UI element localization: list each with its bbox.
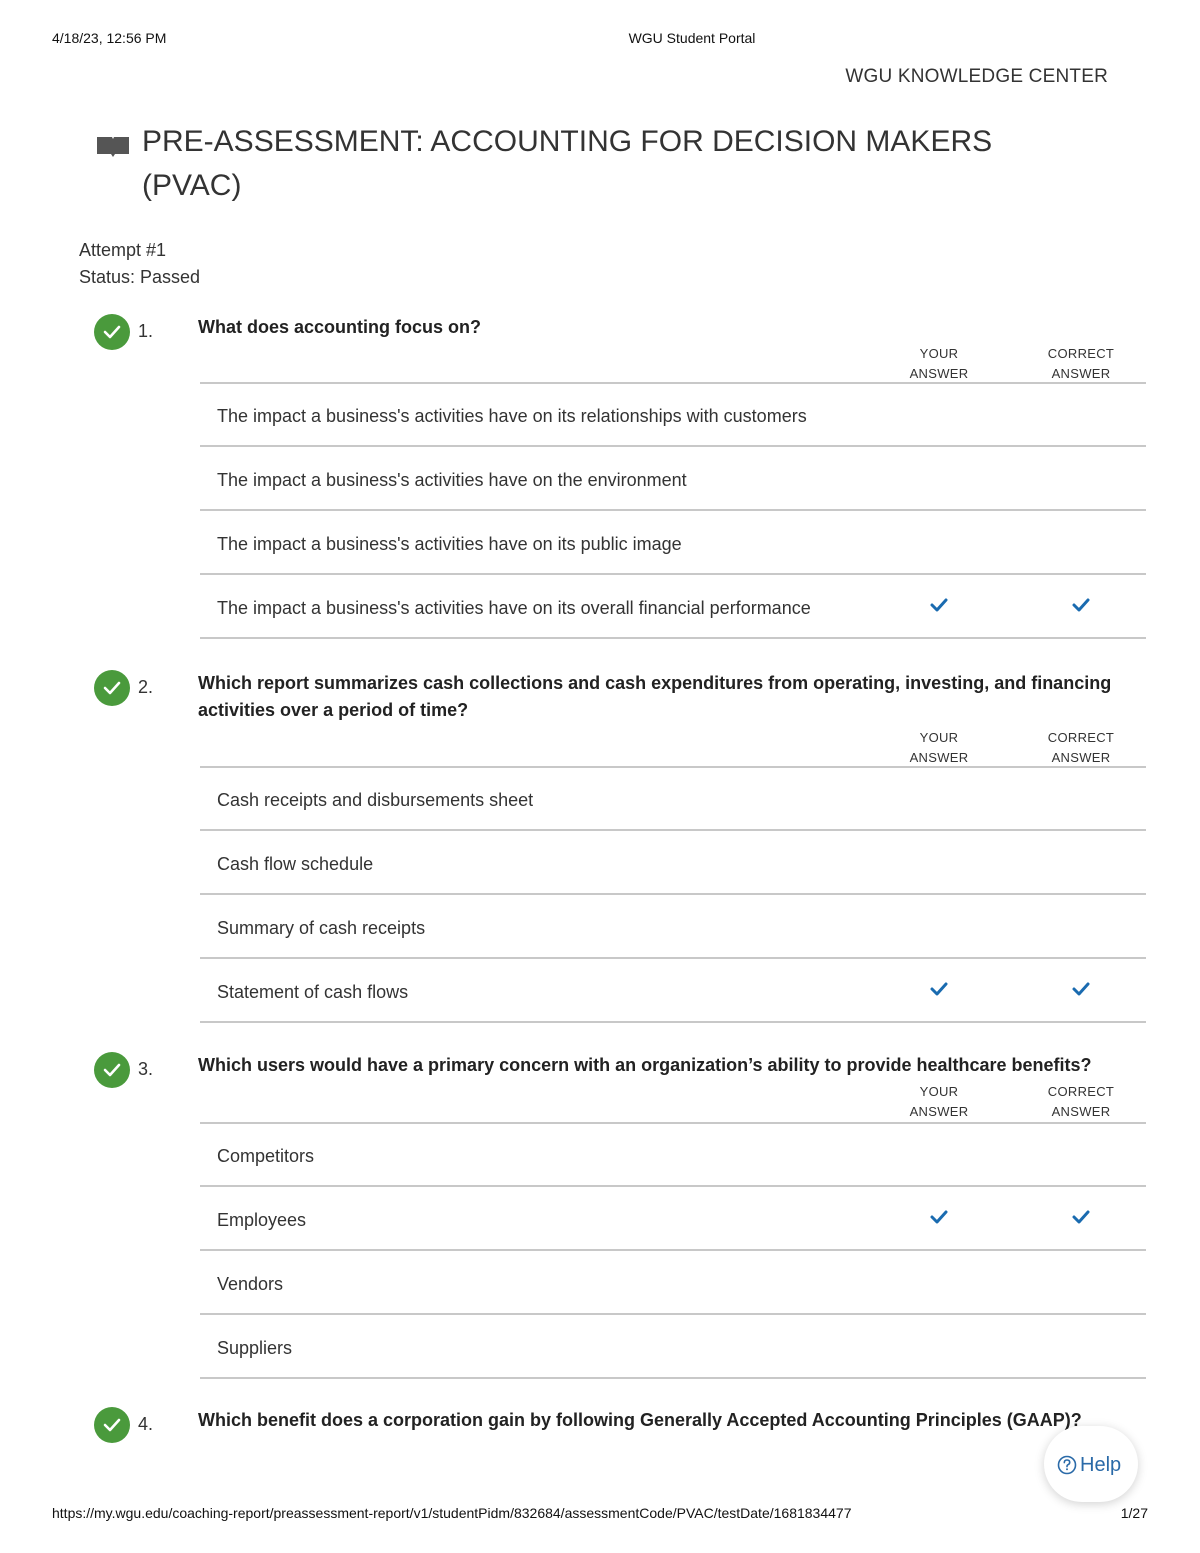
answer-option: Vendors: [200, 1252, 1146, 1315]
answer-option: The impact a business's activities have on the environment: [200, 448, 1146, 511]
answer-option: Competitors: [200, 1124, 1146, 1187]
correct-check-icon: [94, 1052, 130, 1088]
status-text: Status: Passed: [79, 267, 201, 287]
question-text: Which report summarizes cash collections and cash expenditures from operating, investing, and financing activities over a period of time?: [198, 673, 1112, 720]
your-answer-check-icon: [929, 596, 949, 614]
attempt-number: Attempt #1: [79, 240, 167, 260]
question-mark-icon: [1057, 1455, 1077, 1475]
question-number: 2.: [138, 677, 154, 697]
correct-check-icon: [94, 670, 130, 706]
answer-option: The impact a business's activities have on its overall financial performance: [200, 576, 1146, 639]
question-number: 1.: [138, 321, 154, 341]
question-text: What does accounting focus on?: [198, 317, 481, 337]
answer-option: The impact a business's activities have on its public image: [200, 512, 1146, 575]
page-number: 1/27: [1120, 1505, 1148, 1521]
question-text: Which benefit does a corporation gain by following Generally Accepted Accounting Principles (GAAP)?: [198, 1410, 1082, 1430]
answer-option: Employees: [200, 1188, 1146, 1251]
book-icon: [96, 134, 130, 158]
correct-check-icon: [94, 314, 130, 350]
question-number: 3.: [138, 1059, 154, 1079]
correct-answer-header: CORRECT ANSWER: [1047, 1084, 1115, 1119]
correct-answer-check-icon: [1071, 596, 1091, 614]
correct-answer-check-icon: [1071, 980, 1091, 998]
correct-answer-header: CORRECT ANSWER: [1047, 346, 1115, 381]
page-url: https://my.wgu.edu/coaching-report/preassessment-report/v1/studentPidm/832684/assessmentCode/PVAC/testDate/1681834477: [52, 1505, 852, 1521]
question-number: 4.: [138, 1414, 154, 1434]
answer-option: The impact a business's activities have on its relationships with customers: [200, 384, 1146, 447]
print-header: [0, 30, 1200, 50]
page-title: PRE-ASSESSMENT: ACCOUNTING FOR DECISION MAKERS (PVAC): [142, 125, 993, 202]
attempt-info: [79, 237, 200, 291]
your-answer-header: YOUR ANSWER: [909, 730, 969, 765]
question-text: Which users would have a primary concern with an organization’s ability to provide healthcare benefits?: [198, 1055, 1092, 1075]
correct-answer-header: CORRECT ANSWER: [1047, 730, 1115, 765]
print-datetime: 4/18/23, 12:56 PM: [52, 30, 167, 46]
knowledge-center-link[interactable]: WGU KNOWLEDGE CENTER: [845, 66, 1108, 87]
answer-option: Summary of cash receipts: [200, 896, 1146, 959]
your-answer-check-icon: [929, 1208, 949, 1226]
help-label: Help: [1080, 1454, 1122, 1476]
answer-option: Statement of cash flows: [200, 960, 1146, 1023]
help-button[interactable]: [1044, 1426, 1138, 1502]
your-answer-header: YOUR ANSWER: [909, 346, 969, 381]
your-answer-check-icon: [929, 980, 949, 998]
answer-option: Suppliers: [200, 1316, 1146, 1379]
print-title: WGU Student Portal: [628, 30, 756, 46]
correct-answer-check-icon: [1071, 1208, 1091, 1226]
answer-option: Cash receipts and disbursements sheet: [200, 768, 1146, 831]
your-answer-header: YOUR ANSWER: [909, 1084, 969, 1119]
answer-option: Cash flow schedule: [200, 832, 1146, 895]
correct-check-icon: [94, 1407, 130, 1443]
